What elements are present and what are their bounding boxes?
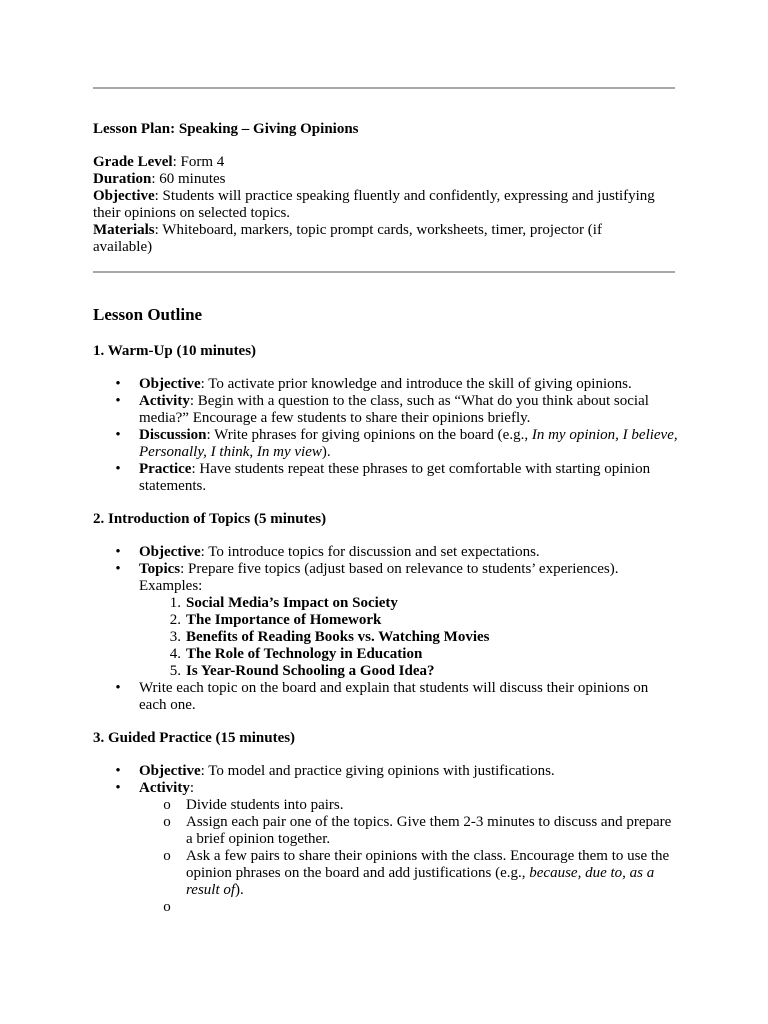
bullet-icon: • xyxy=(115,461,121,477)
topic-item: 1. Social Media’s Impact on Society xyxy=(169,595,398,611)
topics-list xyxy=(93,544,693,714)
list-item: • Write each topic on the board and explain that students will discuss their opinions on each one. xyxy=(93,680,679,714)
materials-line: Materials: Whiteboard, markers, topic prompt cards, worksheets, timer, projector (if available) xyxy=(93,222,602,255)
objective-line: Objective: Students will practice speaking fluently and confidently, expressing and justifying their opinions on selected topics. xyxy=(93,188,655,221)
header-divider xyxy=(93,271,675,273)
topic-item: 2. The Importance of Homework xyxy=(169,612,382,628)
list-item: • Activity: Begin with a question to the class, such as “What do you think about social media?” Encourage a few students to share their opinions briefly. xyxy=(93,393,679,427)
bullet-icon: • xyxy=(115,427,121,443)
circle-bullet-icon: o xyxy=(163,797,171,813)
step-item: o Divide students into pairs. xyxy=(139,797,676,814)
circle-bullet-icon: o xyxy=(163,814,171,830)
duration-line: Duration: 60 minutes xyxy=(93,171,226,187)
bullet-icon: • xyxy=(115,544,121,560)
grade-level-line: Grade Level: Form 4 xyxy=(93,154,225,170)
guided-list xyxy=(93,763,693,916)
list-item: • Practice: Have students repeat these phrases to get comfortable with starting opinion statements. xyxy=(93,461,679,495)
bullet-icon: • xyxy=(115,376,121,392)
bullet-icon: • xyxy=(115,393,121,409)
circle-bullet-icon: o xyxy=(163,848,171,864)
circle-bullet-icon: o xyxy=(163,899,171,915)
bullet-icon: • xyxy=(115,680,121,696)
list-item: • Objective: To introduce topics for discussion and set expectations. xyxy=(93,544,679,561)
topic-item: 4. The Role of Technology in Education xyxy=(169,646,423,662)
topic-item: 3. Benefits of Reading Books vs. Watching Movies xyxy=(169,629,490,645)
lesson-header xyxy=(93,121,693,256)
list-item: • Objective: To model and practice giving opinions with justifications. xyxy=(93,763,679,780)
top-divider xyxy=(93,87,675,89)
topic-examples xyxy=(139,595,679,680)
bullet-icon: • xyxy=(115,780,121,796)
list-item: • Topics: Prepare five topics (adjust based on relevance to students’ experiences). Examples: 1. Social Media’s Impact on Society 2. The Importance of Homework 3. Benefits of Reading Books vs. Watching Movies 4. The Role of Technology in Education 5. Is Year-Round Schooling a Good Idea? xyxy=(93,561,679,680)
list-item: • Discussion: Write phrases for giving opinions on the board (e.g., In my opinion, I believe, Personally, I think, In my view). xyxy=(93,427,679,461)
warmup-heading: 1. Warm-Up (10 minutes) xyxy=(93,343,257,359)
list-item: • Objective: To activate prior knowledge and introduce the skill of giving opinions. xyxy=(93,376,679,393)
lesson-outline xyxy=(93,305,693,916)
warmup-list xyxy=(93,376,693,495)
lesson-title: Lesson Plan: Speaking – Giving Opinions xyxy=(93,121,359,137)
topic-item: 5. Is Year-Round Schooling a Good Idea? xyxy=(169,663,435,679)
guided-heading: 3. Guided Practice (15 minutes) xyxy=(93,730,296,746)
step-item xyxy=(139,899,676,916)
topics-heading: 2. Introduction of Topics (5 minutes) xyxy=(93,511,327,527)
outline-title: Lesson Outline xyxy=(93,305,203,324)
step-item: o Assign each pair one of the topics. Give them 2-3 minutes to discuss and prepare a brief opinion together. xyxy=(139,814,676,848)
bullet-icon: • xyxy=(115,763,121,779)
activity-steps xyxy=(139,797,679,916)
list-item: • Activity: o Divide students into pairs. o Assign each pair one of the topics. Give them 2-3 minutes to discuss and prepare a brief opinion together. o Ask a few pairs to share their opinions with the class. Encourage them to use the opinion phrases on the board and add justifications (e.g., because, due to, as a result of). o xyxy=(93,780,679,916)
bullet-icon: • xyxy=(115,561,121,577)
step-item: o Ask a few pairs to share their opinions with the class. Encourage them to use the opinion phrases on the board and add justifications (e.g., because, due to, as a result of). xyxy=(139,848,676,899)
